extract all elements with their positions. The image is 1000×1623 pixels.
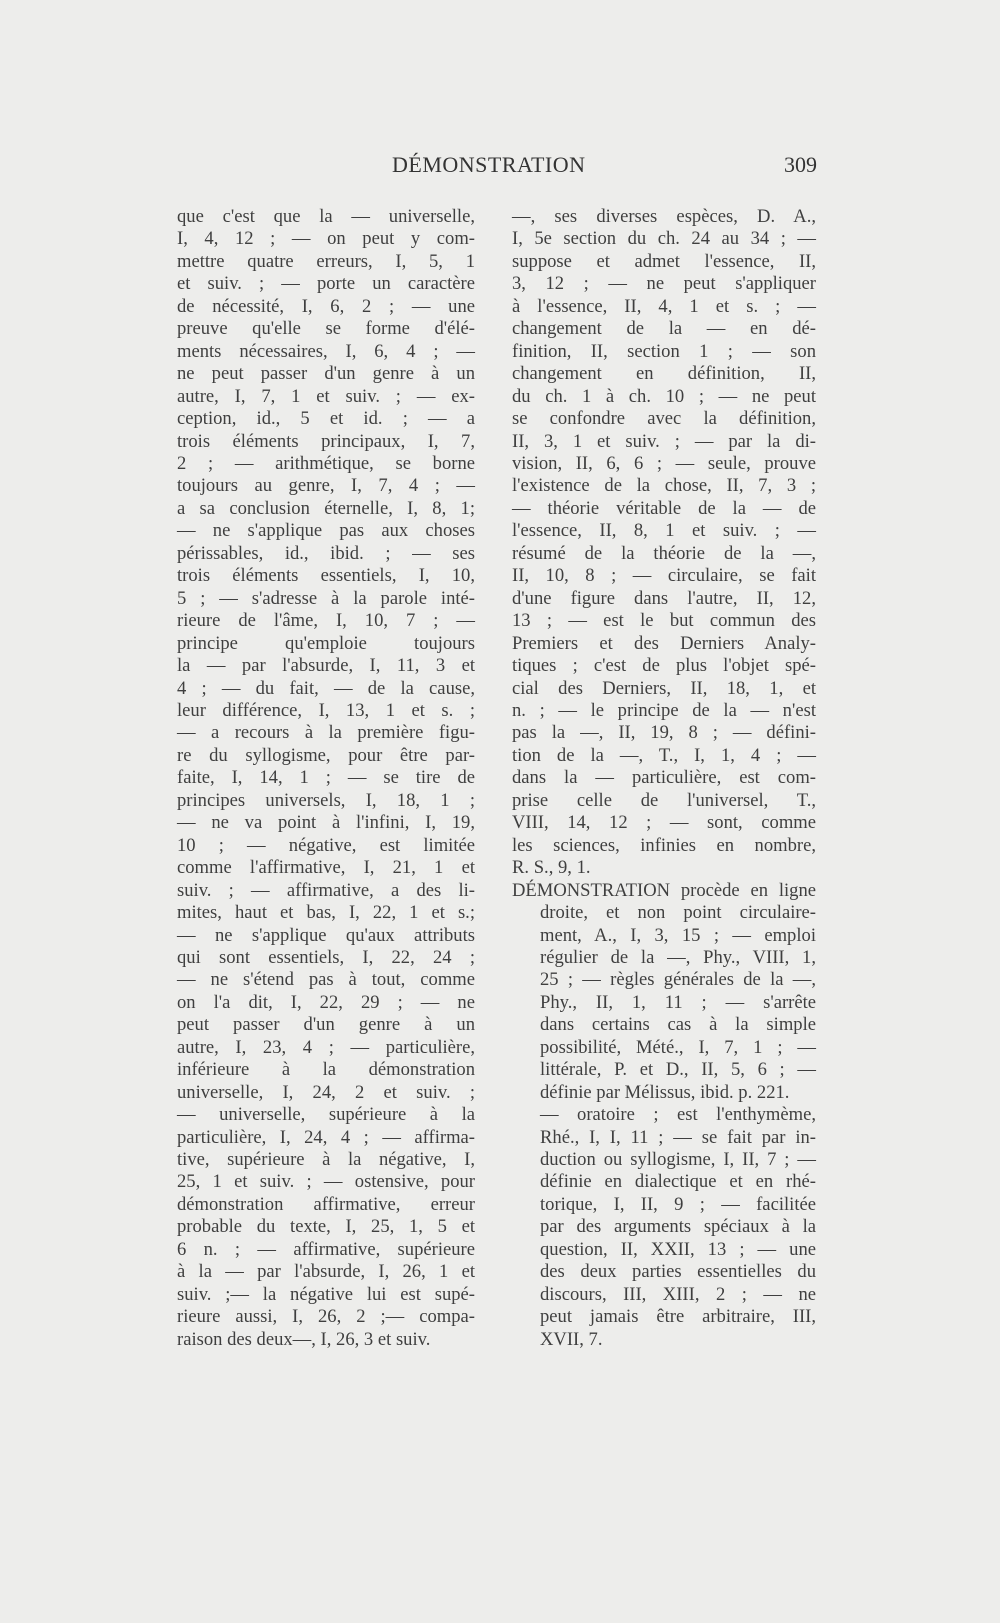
index-line: par des arguments spéciaux à la xyxy=(540,1216,816,1238)
index-line: discours, III, XIII, 2 ; — ne xyxy=(540,1283,816,1305)
index-line: vision, II, 6, 6 ; — seule, prouve xyxy=(512,452,816,474)
index-line: prise celle de l'universel, T., xyxy=(512,789,816,811)
index-line: duction ou syllogisme, I, II, 7 ; — xyxy=(540,1149,816,1171)
index-line: l'essence, II, 8, 1 et suiv. ; — xyxy=(512,520,816,542)
index-line: a sa conclusion éternelle, I, 8, 1; xyxy=(177,497,475,519)
index-line: l'existence de la chose, II, 7, 3 ; xyxy=(512,475,816,497)
index-line: VIII, 14, 12 ; — sont, comme xyxy=(512,812,816,834)
index-line: particulière, I, 24, 4 ; — affirma- xyxy=(177,1126,475,1148)
index-line: d'une figure dans l'autre, II, 12, xyxy=(512,587,816,609)
index-line: finition, II, section 1 ; — son xyxy=(512,340,816,362)
index-line: peut jamais être arbitraire, III, xyxy=(540,1306,816,1328)
index-line: autre, I, 23, 4 ; — particulière, xyxy=(177,1036,475,1058)
index-line: à l'essence, II, 4, 1 et s. ; — xyxy=(512,295,816,317)
index-line: régulier de la —, Phy., VIII, 1, xyxy=(540,946,816,968)
index-line: question, II, XXII, 13 ; — une xyxy=(540,1238,816,1260)
index-line: ments nécessaires, I, 6, 4 ; — xyxy=(177,340,475,362)
index-line: 2 ; — arithmétique, se borne xyxy=(177,452,475,474)
index-line: comme l'affirmative, I, 21, 1 et xyxy=(177,857,475,879)
index-line: torique, I, II, 9 ; — facilitée xyxy=(540,1193,816,1215)
index-line: dans certains cas à la simple xyxy=(540,1014,816,1036)
index-line: II, 3, 1 et suiv. ; — par la di- xyxy=(512,430,816,452)
index-line: — oratoire ; est l'enthymème, xyxy=(540,1104,816,1126)
index-line: rieure aussi, I, 26, 2 ;— compa- xyxy=(177,1306,475,1328)
index-line: 25 ; — règles générales de la —, xyxy=(540,969,816,991)
index-line: toujours au genre, I, 7, 4 ; — xyxy=(177,475,475,497)
index-line: — ne s'étend pas à tout, comme xyxy=(177,969,475,991)
index-line: 4 ; — du fait, — de la cause, xyxy=(177,677,475,699)
index-line: tion de la —, T., I, 1, 4 ; — xyxy=(512,744,816,766)
index-line: cial des Derniers, II, 18, 1, et xyxy=(512,677,816,699)
index-line: 3, 12 ; — ne peut s'appliquer xyxy=(512,273,816,295)
index-line: et suiv. ; — porte un caractère xyxy=(177,273,475,295)
index-line: probable du texte, I, 25, 1, 5 et xyxy=(177,1216,475,1238)
index-line: tive, supérieure à la négative, I, xyxy=(177,1149,475,1171)
index-line: suiv. ; — affirmative, a des li- xyxy=(177,879,475,901)
index-line: rieure de l'âme, I, 10, 7 ; — xyxy=(177,610,475,632)
index-line: I, 4, 12 ; — on peut y com- xyxy=(177,228,475,250)
index-line: 10 ; — négative, est limitée xyxy=(177,834,475,856)
index-line: à la — par l'absurde, I, 26, 1 et xyxy=(177,1261,475,1283)
index-line: faite, I, 14, 1 ; — se tire de xyxy=(177,767,475,789)
index-line: re du syllogisme, pour être par- xyxy=(177,744,475,766)
index-line: dans la — particulière, est com- xyxy=(512,767,816,789)
index-line: droite, et non point circulaire- xyxy=(540,902,816,924)
running-head: DÉMONSTRATION xyxy=(392,152,586,177)
index-line: R. S., 9, 1. xyxy=(512,857,591,879)
index-line: possibilité, Mété., I, 7, 1 ; — xyxy=(540,1036,816,1058)
index-line: ception, id., 5 et id. ; — a xyxy=(177,408,475,430)
index-line: I, 5e section du ch. 24 au 34 ; — xyxy=(512,228,816,250)
index-line: Premiers et des Derniers Analy- xyxy=(512,632,816,654)
index-line: définie par Mélissus, ibid. p. 221. xyxy=(540,1081,790,1103)
index-line: universelle, I, 24, 2 et suiv. ; xyxy=(177,1081,475,1103)
index-line: autre, I, 7, 1 et suiv. ; — ex- xyxy=(177,385,475,407)
index-column-left xyxy=(177,206,475,1351)
index-line: — ne s'applique pas aux choses xyxy=(177,520,475,542)
index-line: raison des deux—, I, 26, 3 et suiv. xyxy=(177,1328,431,1350)
index-line: —, ses diverses espèces, D. A., xyxy=(512,206,816,227)
index-line: résumé de la théorie de la —, xyxy=(512,542,816,564)
index-line: preuve qu'elle se forme d'élé- xyxy=(177,318,475,340)
index-line: on l'a dit, I, 22, 29 ; — ne xyxy=(177,991,475,1013)
index-line: trois éléments principaux, I, 7, xyxy=(177,430,475,452)
index-line: changement de la — en dé- xyxy=(512,318,816,340)
index-line: principes universels, I, 18, 1 ; xyxy=(177,789,475,811)
index-line: 25, 1 et suiv. ; — ostensive, pour xyxy=(177,1171,475,1193)
index-line: — théorie véritable de la — de xyxy=(512,497,816,519)
index-line: peut passer d'un genre à un xyxy=(177,1014,475,1036)
index-line: littérale, P. et D., II, 5, 6 ; — xyxy=(540,1059,816,1081)
index-line: définie en dialectique et en rhé- xyxy=(540,1171,816,1193)
index-line: mites, haut et bas, I, 22, 1 et s.; xyxy=(177,902,475,924)
index-line: — ne va point à l'infini, I, 19, xyxy=(177,812,475,834)
index-line: 5 ; — s'adresse à la parole inté- xyxy=(177,587,475,609)
index-line: démonstration affirmative, erreur xyxy=(177,1193,475,1215)
index-line: les sciences, infinies en nombre, xyxy=(512,834,816,856)
index-line: ment, A., I, 3, 15 ; — emploi xyxy=(540,924,816,946)
index-line: du ch. 1 à ch. 10 ; — ne peut xyxy=(512,385,816,407)
index-line: ne peut passer d'un genre à un xyxy=(177,363,475,385)
index-line: se confondre avec la définition, xyxy=(512,408,816,430)
index-line: principe qu'emploie toujours xyxy=(177,632,475,654)
index-line: XVII, 7. xyxy=(540,1328,603,1350)
index-line: trois éléments essentiels, I, 10, xyxy=(177,565,475,587)
index-line: des deux parties essentielles du xyxy=(540,1261,816,1283)
index-line: inférieure à la démonstration xyxy=(177,1059,475,1081)
index-column-right xyxy=(512,206,816,1351)
index-line: n. ; — le principe de la — n'est xyxy=(512,699,816,721)
index-line: suiv. ;— la négative lui est supé- xyxy=(177,1283,475,1305)
index-line: la — par l'absurde, I, 11, 3 et xyxy=(177,655,475,677)
index-line: DÉMONSTRATION procède en ligne xyxy=(512,879,816,901)
index-line: — universelle, supérieure à la xyxy=(177,1104,475,1126)
index-line: — a recours à la première figu- xyxy=(177,722,475,744)
index-line: II, 10, 8 ; — circulaire, se fait xyxy=(512,565,816,587)
index-line: changement en définition, II, xyxy=(512,363,816,385)
index-line: tiques ; c'est de plus l'objet spé- xyxy=(512,655,816,677)
index-line: pas la —, II, 19, 8 ; — défini- xyxy=(512,722,816,744)
index-line: — ne s'applique qu'aux attributs xyxy=(177,924,475,946)
index-line: que c'est que la — universelle, xyxy=(177,206,475,227)
index-line: 13 ; — est le but commun des xyxy=(512,610,816,632)
index-line: leur différence, I, 13, 1 et s. ; xyxy=(177,699,475,721)
index-line: Phy., II, 1, 11 ; — s'arrête xyxy=(540,991,816,1013)
index-line: périssables, id., ibid. ; — ses xyxy=(177,542,475,564)
index-line: suppose et admet l'essence, II, xyxy=(512,250,816,272)
page-number: 309 xyxy=(784,152,817,177)
index-line: mettre quatre erreurs, I, 5, 1 xyxy=(177,250,475,272)
index-line: Rhé., I, I, 11 ; — se fait par in- xyxy=(540,1126,816,1148)
index-line: de nécessité, I, 6, 2 ; — une xyxy=(177,295,475,317)
index-line: qui sont essentiels, I, 22, 24 ; xyxy=(177,946,475,968)
index-line: 6 n. ; — affirmative, supérieure xyxy=(177,1238,475,1260)
